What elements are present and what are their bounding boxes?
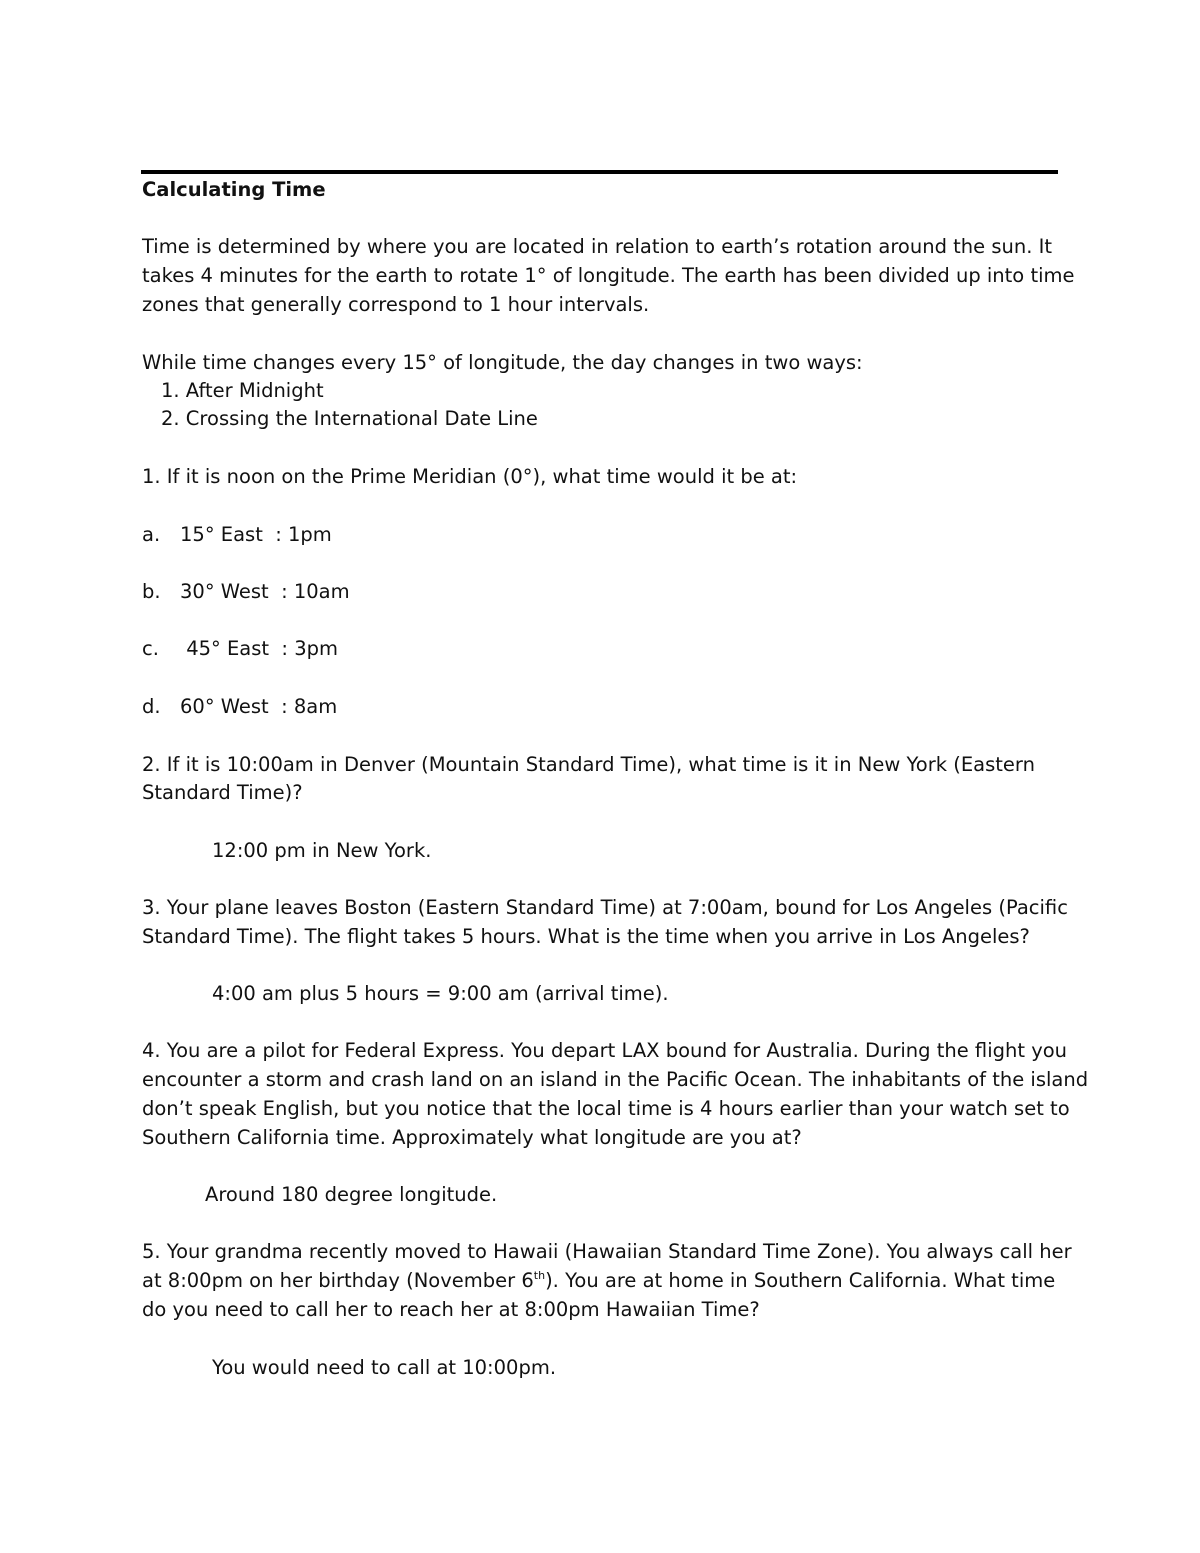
day-change-item-1: 1. After Midnight: [161, 379, 324, 402]
option-text: 45° East : 3pm: [180, 637, 338, 660]
q5-line-2: [142, 1269, 1055, 1293]
option-letter: d.: [142, 695, 161, 718]
q2-line-1: 2. If it is 10:00am in Denver (Mountain Standard Time), what time is it in New York (Eastern: [142, 753, 1035, 776]
q2-line-2: Standard Time)?: [142, 781, 303, 804]
intro-line-1: Time is determined by where you are located in relation to earth’s rotation around the sun. It: [142, 235, 1053, 258]
page-title: Calculating Time: [142, 178, 326, 201]
q4-line-1: 4. You are a pilot for Federal Express. You depart LAX bound for Australia. During the flight you: [142, 1039, 1068, 1062]
q1-question: 1. If it is noon on the Prime Meridian (0°), what time would it be at:: [142, 465, 798, 488]
q5-answer: You would need to call at 10:00pm.: [212, 1356, 557, 1379]
q3-answer: 4:00 am plus 5 hours = 9:00 am (arrival time).: [212, 982, 669, 1005]
q4-line-4: Southern California time. Approximately what longitude are you at?: [142, 1126, 802, 1149]
q1-option-c: [142, 637, 338, 661]
q5-line-3: do you need to call her to reach her at 8:00pm Hawaiian Time?: [142, 1298, 760, 1321]
q3-line-1: 3. Your plane leaves Boston (Eastern Standard Time) at 7:00am, bound for Los Angeles (Pacific: [142, 896, 1068, 919]
option-text: 30° West : 10am: [180, 580, 350, 603]
q2-answer: 12:00 pm in New York.: [212, 839, 432, 862]
option-letter: b.: [142, 580, 161, 603]
intro-line-3: zones that generally correspond to 1 hour intervals.: [142, 293, 650, 316]
option-letter: a.: [142, 523, 161, 546]
q3-line-2: Standard Time). The flight takes 5 hours. What is the time when you arrive in Los Angeles?: [142, 925, 1030, 948]
day-change-lead: While time changes every 15° of longitude, the day changes in two ways:: [142, 351, 863, 374]
day-change-item-2: 2. Crossing the International Date Line: [161, 407, 538, 430]
header-rule: [141, 170, 1058, 174]
q5-line-2-pre: at 8:00pm on her birthday (November 6: [142, 1269, 534, 1292]
q4-line-3: don’t speak English, but you notice that the local time is 4 hours earlier than your watch set to: [142, 1097, 1070, 1120]
q1-option-b: [142, 580, 350, 604]
q1-option-d: [142, 695, 337, 719]
option-text: 15° East : 1pm: [180, 523, 332, 546]
q4-answer: Around 180 degree longitude.: [205, 1183, 498, 1206]
q5-line-2-post: ). You are at home in Southern California. What time: [545, 1269, 1056, 1292]
q1-option-a: [142, 523, 332, 547]
ordinal-suffix: th: [533, 1269, 546, 1282]
option-letter: c.: [142, 637, 159, 660]
q4-line-2: encounter a storm and crash land on an island in the Pacific Ocean. The inhabitants of the island: [142, 1068, 1089, 1091]
q5-line-1: 5. Your grandma recently moved to Hawaii (Hawaiian Standard Time Zone). You always call her: [142, 1240, 1072, 1263]
intro-line-2: takes 4 minutes for the earth to rotate 1° of longitude. The earth has been divided up into time: [142, 264, 1075, 287]
option-text: 60° West : 8am: [180, 695, 338, 718]
